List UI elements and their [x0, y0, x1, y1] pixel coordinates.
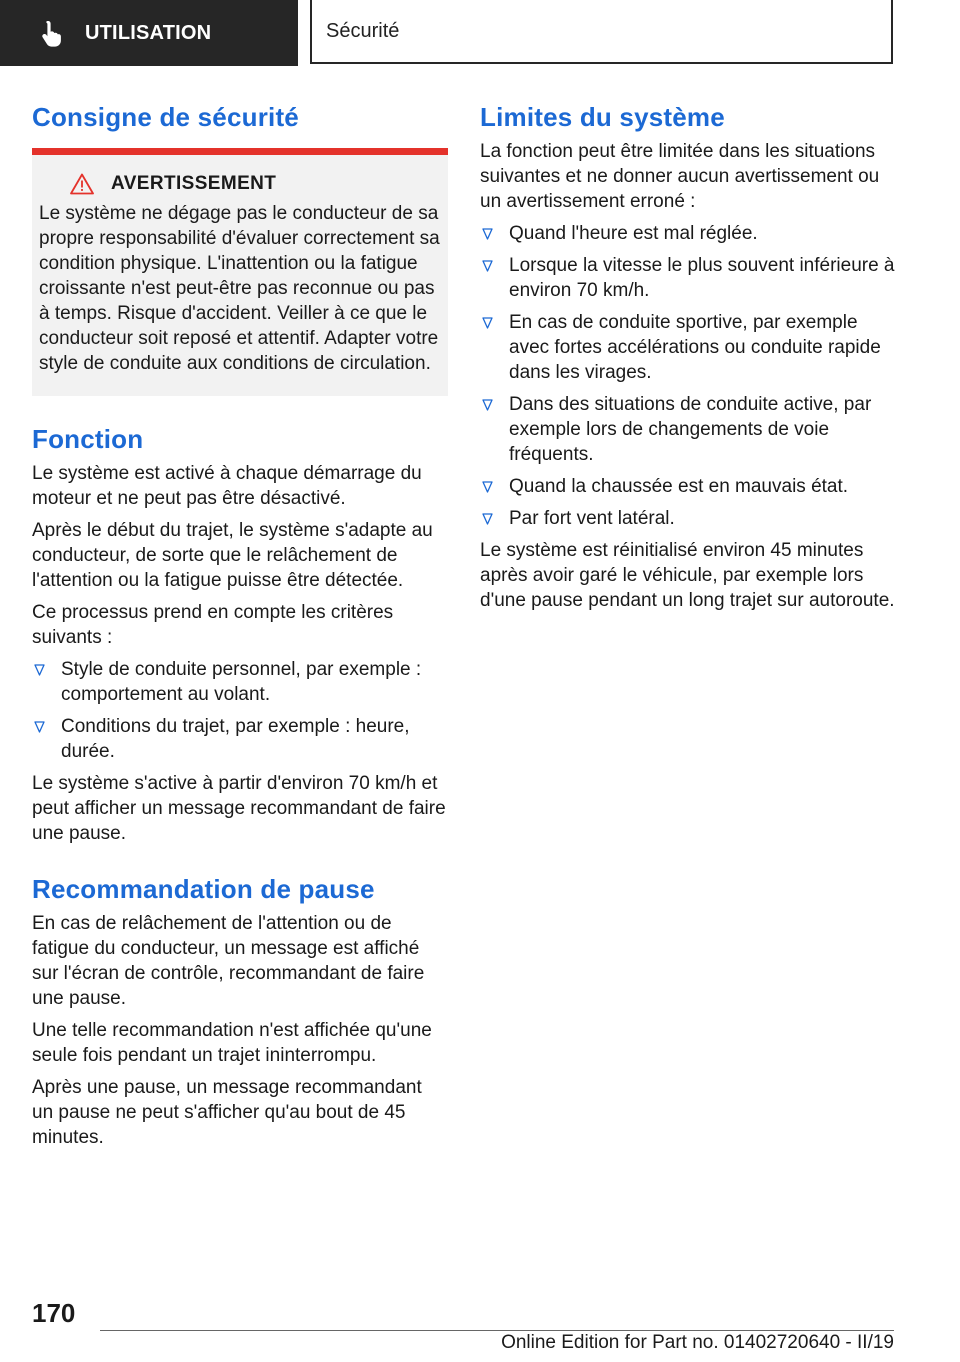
triangle-bullet-icon — [482, 481, 493, 493]
heading-safety: Consigne de sécurité — [32, 102, 299, 132]
list-item: Style de conduite personnel, par exemple : comportement au volant. — [32, 657, 448, 707]
list-item: Par fort vent latéral. — [480, 506, 896, 531]
heading-pause: Recommandation de pause — [32, 874, 375, 904]
paragraph: Après une pause, un message recommandant un pause ne peut s'afficher qu'au bout de 45 minutes. — [32, 1077, 422, 1148]
triangle-bullet-icon — [34, 664, 45, 676]
warning-text: Le système ne dégage pas le conducteur de sa propre responsabilité d'évaluer correctement sa condition physique. L'inattention ou la fatigue croissante n'est peut-être pas reconnue ou pas à temps. Risque d'accident. Veiller à ce que le conducteur soit reposé et attentif. Adapter votre style de conduite aux conditions de circulation. — [39, 203, 440, 374]
paragraph: Une telle recommandation n'est affichée qu'une seule fois pendant un trajet ininterrompu. — [32, 1020, 432, 1066]
page-header — [0, 0, 960, 66]
list-item: En cas de conduite sportive, par exemple avec fortes accélérations ou conduite rapide dans les virages. — [480, 310, 896, 385]
warning-header — [70, 173, 442, 195]
limits-list — [480, 221, 896, 531]
triangle-bullet-icon — [482, 317, 493, 329]
left-column — [32, 100, 448, 1150]
triangle-bullet-icon — [482, 513, 493, 525]
list-item: Quand la chaussée est en mauvais état. — [480, 474, 896, 499]
list-item: Quand l'heure est mal réglée. — [480, 221, 896, 246]
paragraph: Le système est réinitialisé environ 45 minutes après avoir garé le véhicule, par exemple lors d'une pause pendant un long trajet sur autoroute. — [480, 540, 895, 611]
criteria-list — [32, 657, 448, 764]
page-footer — [0, 1290, 960, 1362]
footer-divider — [100, 1330, 894, 1331]
section-label: Sécurité — [326, 19, 400, 42]
page-number: 170 — [32, 1298, 76, 1328]
right-column — [480, 100, 896, 613]
triangle-bullet-icon — [34, 721, 45, 733]
paragraph: Le système est activé à chaque démarrage du moteur et ne peut pas être désactivé. — [32, 463, 422, 509]
paragraph: En cas de relâchement de l'attention ou de fatigue du conducteur, un message est affiché sur l'écran de contrôle, recommandant de faire une pause. — [32, 913, 425, 1009]
chapter-tab — [0, 0, 298, 66]
section-tab — [310, 0, 893, 64]
chapter-label: UTILISATION — [85, 21, 212, 44]
list-item: Dans des situations de conduite active, par exemple lors de changements de voie fréquents. — [480, 392, 896, 467]
triangle-bullet-icon — [482, 399, 493, 411]
paragraph: Le système s'active à partir d'environ 70 km/h et peut afficher un message recommandant de faire une pause. — [32, 773, 446, 844]
heading-limits: Limites du système — [480, 102, 725, 132]
triangle-bullet-icon — [482, 228, 493, 240]
warning-title: AVERTISSEMENT — [111, 173, 277, 194]
paragraph: Après le début du trajet, le système s'adapte au conducteur, de sorte que le relâchement de l'attention ou la fatigue puisse être détectée. — [32, 520, 433, 591]
list-item: Lorsque la vitesse le plus souvent inférieure à environ 70 km/h. — [480, 253, 896, 303]
hand-pointer-icon — [38, 18, 68, 48]
list-item: Conditions du trajet, par exemple : heure, durée. — [32, 714, 448, 764]
paragraph: La fonction peut être limitée dans les situations suivantes et ne donner aucun avertissement ou un avertissement erroné : — [480, 141, 880, 212]
warning-box — [32, 148, 448, 396]
heading-function: Fonction — [32, 424, 144, 454]
edition-text: Online Edition for Part no. 01402720640 - II/19 — [501, 1332, 894, 1353]
warning-triangle-icon — [70, 173, 94, 195]
paragraph: Ce processus prend en compte les critères suivants : — [32, 602, 394, 648]
triangle-bullet-icon — [482, 260, 493, 272]
